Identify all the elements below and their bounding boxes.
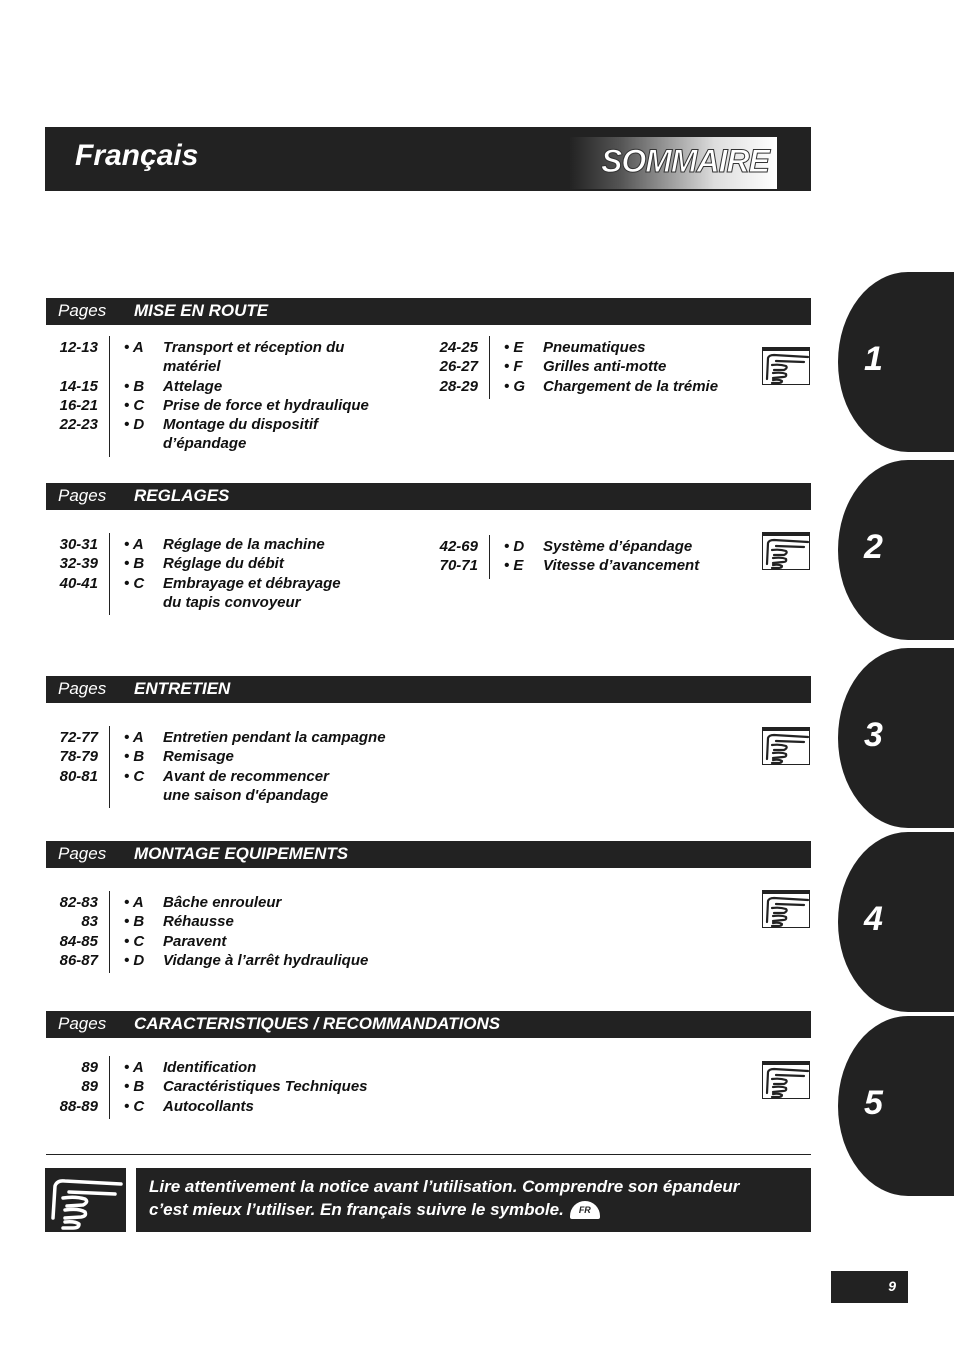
page-ref: 24-25 [439, 339, 478, 356]
chapter-tab-4[interactable] [838, 832, 954, 1012]
section-title: CARACTERISTIQUES / RECOMMANDATIONS [134, 1014, 501, 1033]
chapter-tab-2[interactable] [838, 460, 954, 640]
section-title: MISE EN ROUTE [134, 301, 269, 320]
item-letter: • G [504, 377, 526, 395]
reading-notice [136, 1168, 811, 1232]
list-item [504, 338, 718, 357]
page-ref: 89 [81, 1059, 98, 1076]
section-title: REGLAGES [134, 486, 230, 505]
item-letter: • C [124, 574, 145, 592]
list-item [504, 357, 718, 376]
item-label: Transport et réception du [163, 339, 345, 356]
list-item [124, 1097, 368, 1116]
section-header [46, 1011, 811, 1038]
section-title: ENTRETIEN [134, 679, 231, 698]
item-label: Identification [163, 1059, 257, 1076]
item-label: Chargement de la trémie [543, 377, 719, 395]
page-ref: 42-69 [439, 538, 478, 555]
page-ref: 30-31 [59, 536, 98, 553]
items-column [124, 728, 386, 805]
items-column [124, 338, 369, 454]
chapter-number: 3 [864, 716, 883, 754]
items-column [124, 893, 368, 970]
item-letter: • A [124, 339, 144, 356]
list-item [124, 1058, 368, 1077]
section-title: MONTAGE EQUIPEMENTS [134, 844, 349, 863]
pages-column [38, 893, 98, 970]
page-number: 9 [888, 1278, 896, 1294]
item-label: Vidange à l’arrêt hydraulique [163, 951, 369, 969]
item-label: Remisage [163, 748, 234, 766]
item-label: Grilles anti-motte [543, 358, 667, 376]
item-label: Bâche enrouleur [163, 894, 282, 911]
section-header [46, 841, 811, 868]
page-ref: 28-29 [439, 377, 478, 395]
pointing-hand-icon [762, 532, 810, 570]
page-ref [38, 593, 98, 612]
item-letter: • B [124, 1078, 145, 1096]
list-item [124, 747, 386, 766]
chapter-number: 4 [864, 900, 883, 938]
item-label: Autocollants [163, 1097, 254, 1115]
list-item [124, 574, 341, 593]
chapter-number: 1 [864, 340, 883, 378]
pointing-hand-icon [762, 347, 810, 385]
column-divider [489, 336, 490, 399]
item-label: Pneumatiques [543, 339, 646, 356]
item-letter: • A [124, 894, 144, 911]
notice-line-1: Lire attentivement la notice avant l’utilisation. Comprendre son épandeur [149, 1177, 740, 1196]
item-label: Vitesse d’avancement [543, 557, 700, 575]
item-letter: • E [504, 557, 524, 575]
column-divider [109, 891, 110, 973]
page-ref: 82-83 [59, 894, 98, 911]
page-ref: 88-89 [59, 1097, 98, 1115]
items-column [504, 537, 699, 576]
item-label: Caractéristiques Techniques [163, 1078, 368, 1096]
item-letter: • A [124, 536, 144, 553]
column-divider [109, 533, 110, 615]
pages-column [38, 338, 98, 454]
column-divider [109, 336, 110, 457]
item-label: matériel [163, 358, 221, 376]
item-letter: • C [124, 396, 145, 414]
page-ref: 84-85 [59, 932, 98, 950]
list-item [124, 767, 386, 786]
item-label: Réglage de la machine [163, 536, 325, 553]
list-item [124, 415, 369, 434]
page-ref: 40-41 [59, 574, 98, 592]
section-header [46, 298, 811, 325]
items-column [124, 535, 341, 612]
page-ref: 83 [81, 913, 98, 931]
page-ref: 32-39 [59, 555, 98, 573]
pages-label: Pages [58, 486, 107, 505]
chapter-tab-1[interactable] [838, 272, 954, 452]
pages-label: Pages [58, 301, 107, 320]
page-ref: 26-27 [439, 358, 478, 376]
pages-label: Pages [58, 844, 107, 863]
page-ref: 89 [81, 1078, 98, 1096]
column-divider [489, 535, 490, 579]
page-ref: 16-21 [59, 396, 98, 414]
item-letter: • C [124, 932, 145, 950]
item-letter: • A [124, 1059, 144, 1076]
page-ref: 12-13 [59, 339, 98, 356]
page-ref: 70-71 [439, 557, 478, 575]
list-item [124, 893, 368, 912]
item-label: Avant de recommencer [163, 767, 329, 785]
pages-column [418, 537, 478, 576]
pages-column [38, 1058, 98, 1116]
items-column [504, 338, 718, 396]
item-letter: • C [124, 767, 145, 785]
list-item [504, 537, 699, 556]
list-item [124, 951, 368, 970]
list-item [124, 593, 341, 612]
item-letter: • D [124, 951, 145, 969]
item-letter: • C [124, 1097, 145, 1115]
item-label: Paravent [163, 932, 227, 950]
list-item [124, 912, 368, 931]
item-letter: • F [504, 358, 523, 376]
item-label: Réhausse [163, 913, 234, 931]
pages-label: Pages [58, 1014, 107, 1033]
page-ref [38, 434, 98, 453]
page-ref: 14-15 [59, 377, 98, 395]
list-item [124, 377, 369, 396]
item-label: Réglage du débit [163, 555, 284, 573]
page-ref: 22-23 [59, 416, 98, 434]
list-item [124, 1077, 368, 1096]
item-letter: • B [124, 377, 145, 395]
item-letter: • A [124, 729, 144, 746]
list-item [504, 556, 699, 575]
chapter-tab-3[interactable] [838, 648, 954, 828]
page-ref: 86-87 [59, 951, 98, 969]
divider [46, 1154, 811, 1155]
pages-column [38, 535, 98, 612]
sommaire-badge [569, 137, 777, 189]
page-ref: 72-77 [59, 729, 98, 746]
chapter-number: 5 [864, 1084, 883, 1122]
items-column [124, 1058, 368, 1116]
pages-column [38, 728, 98, 805]
list-item [124, 786, 386, 805]
item-letter: • D [124, 416, 145, 434]
list-item [124, 338, 369, 357]
item-label: une saison d'épandage [163, 786, 329, 804]
pointing-hand-icon [762, 1061, 810, 1099]
column-divider [109, 726, 110, 808]
list-item [124, 535, 341, 554]
item-label: Montage du dispositif [163, 416, 318, 434]
section-header [46, 676, 811, 703]
fr-symbol-icon: FR [570, 1201, 600, 1219]
list-item [124, 357, 369, 376]
item-label: Prise de force et hydraulique [163, 396, 369, 414]
page-number-box [831, 1271, 908, 1303]
item-letter: • D [504, 538, 525, 555]
pages-column [418, 338, 478, 396]
item-label: Attelage [163, 377, 223, 395]
column-divider [109, 1056, 110, 1119]
page-ref: 78-79 [59, 748, 98, 766]
item-letter: • B [124, 748, 145, 766]
pointing-hand-icon [45, 1168, 126, 1232]
page-ref [38, 357, 98, 376]
list-item [124, 554, 341, 573]
item-label: Entretien pendant la campagne [163, 729, 386, 746]
list-item [124, 728, 386, 747]
item-label: du tapis convoyeur [163, 593, 301, 611]
chapter-number: 2 [864, 528, 883, 566]
item-letter: • B [124, 913, 145, 931]
chapter-tab-5[interactable] [838, 1016, 954, 1196]
pointing-hand-icon [762, 727, 810, 765]
list-item [124, 434, 369, 453]
item-letter: • B [124, 555, 145, 573]
section-header [46, 483, 811, 510]
item-label: d’épandage [163, 435, 247, 453]
page-ref [38, 786, 98, 805]
language-title: Français [75, 139, 199, 172]
pages-label: Pages [58, 679, 107, 698]
item-label: Système d’épandage [543, 538, 693, 555]
list-item [124, 932, 368, 951]
title-bar [45, 127, 811, 191]
list-item [124, 396, 369, 415]
notice-line-2: c’est mieux l’utiliser. En français suivre le symbole. [149, 1200, 564, 1219]
item-letter: • E [504, 339, 524, 356]
sommaire-text: SOMMAIRE [601, 143, 769, 179]
page-ref: 80-81 [59, 767, 98, 785]
pointing-hand-icon [762, 890, 810, 928]
item-label: Embrayage et débrayage [163, 574, 341, 592]
list-item [504, 377, 718, 396]
